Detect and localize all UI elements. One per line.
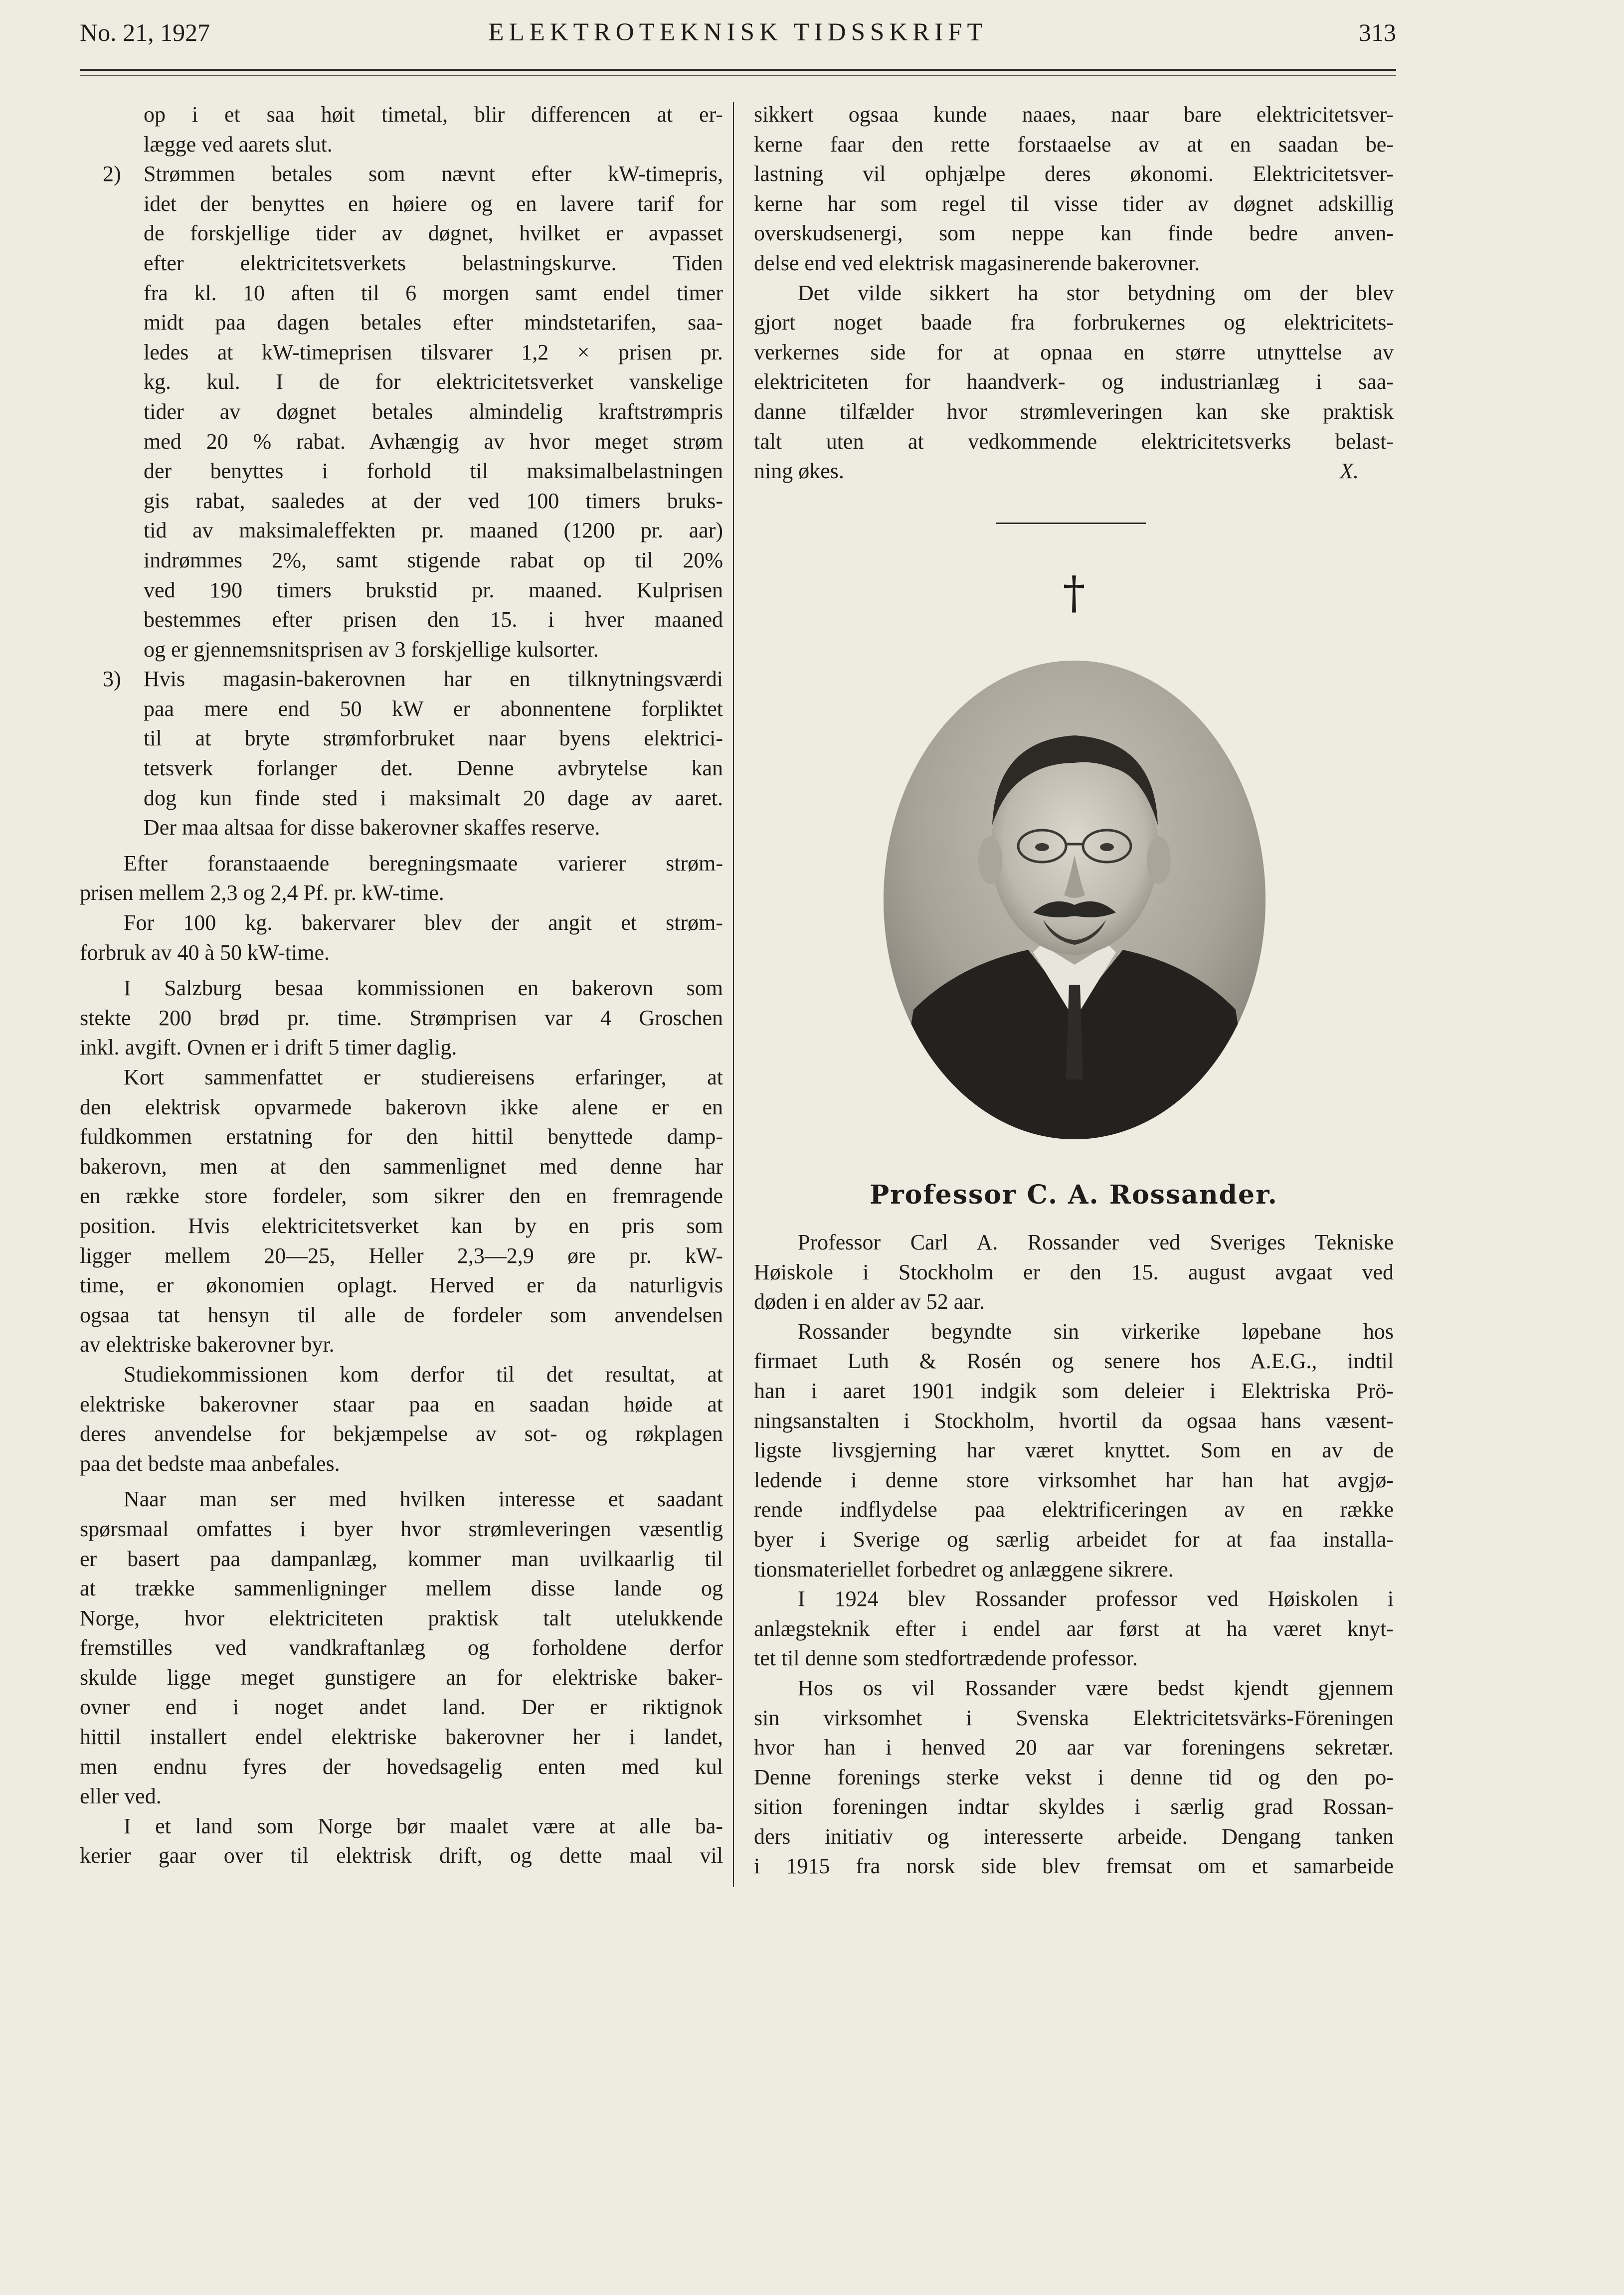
text-line: Høiskole i Stockholm er den 15. august avgaat ved: [754, 1259, 1394, 1284]
text-line: fremstilles ved vandkraftanlæg og forholdene derfor: [80, 1635, 723, 1660]
text-line: skulde ligge meget gunstigere an for elektriske baker-: [80, 1665, 723, 1690]
text-line: deres anvendelse for bekjæmpelse av sot- og røkplagen: [80, 1421, 723, 1446]
paragraph: [80, 908, 723, 967]
text-line: en række store fordeler, som sikrer den en fremragende: [80, 1184, 723, 1209]
text-line: I et land som Norge bør maalet være at alle ba-: [124, 1813, 723, 1838]
right-column-top: [754, 100, 1394, 486]
text-line: idet der benyttes en høiere og en lavere tarif for: [144, 191, 723, 216]
text-line: prisen mellem 2,3 og 2,4 Pf. pr. kW-time.: [80, 881, 444, 905]
text-line: ogsaa tat hensyn til alle de fordeler som anvendelsen: [80, 1302, 723, 1327]
paragraph: [80, 1811, 723, 1871]
text-line: talt uten at vedkommende elektricitetsverks belast-: [754, 429, 1394, 454]
text-line: der benyttes i forhold til maksimalbelastningen: [144, 459, 723, 484]
text-line: at trække sammenligninger mellem disse lande og: [80, 1576, 723, 1601]
text-line: rende indflydelse paa elektrificeringen av en række: [754, 1497, 1394, 1522]
author-signature: X.: [1340, 459, 1359, 484]
text-line: Hos os vil Rossander være bedst kjendt gjennem: [798, 1675, 1394, 1700]
text-line: sikkert ogsaa kunde naaes, naar bare elektricitetsver-: [754, 102, 1394, 127]
text-line: ledende i denne store virksomhet har han hat avgjø-: [754, 1467, 1394, 1492]
paragraph: [754, 278, 1394, 486]
text-line: til at bryte strømforbruket naar byens elektrici-: [144, 726, 723, 751]
text-line: tionsmateriellet forbedret og anlæggene sikrere.: [754, 1557, 1174, 1582]
text-line: delse end ved elektrisk magasinerende bakerovner.: [754, 250, 1200, 275]
text-line: hittil installert endel elektriske bakerovner her i landet,: [80, 1725, 723, 1750]
header-rule-thin: [80, 75, 1396, 76]
text-line: tid av maksimaleffekten pr. maaned (1200 pr. aar): [144, 518, 723, 543]
text-line: I Salzburg besaa kommissionen en bakerovn som: [124, 976, 723, 1001]
paragraph: [80, 973, 723, 1062]
text-line: position. Hvis elektricitetsverket kan by en pris som: [80, 1213, 723, 1238]
text-line: elektriciteten for haandverk- og industrianlæg i saa-: [754, 369, 1394, 394]
text-line: hvor han i henved 20 aar var foreningens sekretær.: [754, 1735, 1394, 1760]
text-line: ders initiativ og interesserte arbeide. Dengang tanken: [754, 1824, 1394, 1849]
paragraph: [80, 1062, 723, 1360]
text-line: med 20 % rabat. Avhængig av hvor meget strøm: [144, 429, 723, 454]
text-line: gjort noget baade fra forbrukernes og elektricitets-: [754, 310, 1394, 335]
text-line: Studiekommissionen kom derfor til det resultat, at: [124, 1362, 723, 1387]
text-line: eller ved.: [80, 1784, 162, 1809]
text-line: indrømmes 2%, samt stigende rabat op til 20%: [144, 547, 723, 572]
text-line: efter elektricitetsverkets belastningskurve. Tiden: [144, 250, 723, 275]
text-line: er basert paa dampanlæg, kommer man uvilkaarlig til: [80, 1546, 723, 1571]
text-line: stekte 200 brød pr. time. Strømprisen var 4 Groschen: [80, 1005, 723, 1030]
text-line: Der maa altsaa for disse bakerovner skaffes reserve.: [144, 815, 600, 840]
text-line: av elektriske bakerovner byr.: [80, 1332, 335, 1357]
page-number: 313: [1359, 18, 1396, 46]
text-line: gis rabat, saaledes at der ved 100 timers bruks-: [144, 488, 723, 513]
text-line: elektriske bakerovner staar paa en saadan høide at: [80, 1392, 723, 1416]
text-line: inkl. avgift. Ovnen er i drift 5 timer daglig.: [80, 1035, 457, 1060]
portrait-photo: [884, 661, 1265, 1139]
paragraph: [754, 100, 1394, 278]
text-line: tet til denne som stedfortrædende professor.: [754, 1646, 1138, 1671]
text-line: spørsmaal omfattes i byer hvor strømleveringen væsentlig: [80, 1516, 723, 1541]
text-line: paa det bedste maa anbefales.: [80, 1451, 340, 1476]
text-line: forbruk av 40 à 50 kW-time.: [80, 940, 330, 965]
obituary-title: Professor C. A. Rossander.: [870, 1180, 1278, 1210]
section-divider: [996, 523, 1146, 524]
right-column-obituary: [754, 1228, 1394, 1881]
text-line: i 1915 fra norsk side blev fremsat om et samarbeide: [754, 1854, 1394, 1879]
text-line: lastning vil ophjælpe deres økonomi. Elektricitetsver-: [754, 162, 1394, 186]
text-line: den elektrisk opvarmede bakerovn ikke alene er en: [80, 1094, 723, 1119]
text-line: fuldkommen erstatning for den hittil benyttede damp-: [80, 1124, 723, 1149]
text-fragment: ning økes.: [754, 459, 844, 484]
text-line: sition foreningen indtar skyldes i særlig grad Rossan-: [754, 1794, 1394, 1819]
text-line: Denne forenings sterke vekst i denne tid og den po-: [754, 1765, 1394, 1789]
text-line: men endnu fyres der hovedsagelig enten med kul: [80, 1754, 723, 1779]
text-line: [754, 456, 1394, 486]
text-line: Efter foranstaaende beregningsmaate varierer strøm-: [124, 851, 723, 876]
text-line: bakerovn, men at den sammenlignet med denne har: [80, 1154, 723, 1179]
text-line: danne tilfælder hvor strømleveringen kan ske praktisk: [754, 399, 1394, 424]
text-line: kerne faar den rette forstaaelse av at en saadan be-: [754, 132, 1394, 157]
paragraph: [80, 1360, 723, 1478]
text-line: byer i Sverige og særlig arbeidet for at faa installa-: [754, 1527, 1394, 1552]
text-line: Hvis magasin-bakerovnen har en tilknytningsværdi: [144, 667, 723, 692]
text-line: For 100 kg. bakervarer blev der angit et strøm-: [124, 910, 723, 935]
text-line: lægge ved aarets slut.: [144, 132, 333, 157]
text-line: paa mere end 50 kW er abonnentene forpliktet: [144, 696, 723, 721]
list-number: 2): [103, 162, 121, 186]
text-line: kg. kul. I de for elektricitetsverket vanskelige: [144, 369, 723, 394]
paragraph: [754, 1584, 1394, 1673]
text-line: ningsanstalten i Stockholm, hvortil da ogsaa hans væsent-: [754, 1408, 1394, 1433]
text-line: overskudsenergi, som neppe kan finde bedre anven-: [754, 221, 1394, 246]
text-line: ligger mellem 20—25, Heller 2,3—2,9 øre pr. kW-: [80, 1243, 723, 1268]
text-line: de forskjellige tider av døgnet, hvilket er avpasset: [144, 221, 723, 246]
text-line: time, er økonomien oplagt. Herved er da naturligvis: [80, 1273, 723, 1298]
column-divider: [733, 102, 734, 1887]
text-line: midt paa dagen betales efter mindstetarifen, saa-: [144, 310, 723, 335]
text-line: Strømmen betales som nævnt efter kW-timepris,: [144, 162, 723, 186]
paragraph: [754, 1673, 1394, 1881]
text-line: han i aaret 1901 indgik som deleier i Elektriska Prö-: [754, 1378, 1394, 1403]
text-line: kerier gaar over til elektrisk drift, og dette maal vil: [80, 1843, 723, 1868]
text-line: Professor Carl A. Rossander ved Sveriges Tekniske: [798, 1230, 1394, 1254]
list-number: 3): [103, 667, 121, 692]
text-line: Det vilde sikkert ha stor betydning om der blev: [798, 280, 1394, 305]
paragraph: [754, 1228, 1394, 1317]
text-line: tetsverk forlanger det. Denne avbrytelse kan: [144, 756, 723, 781]
paragraph: [754, 1317, 1394, 1584]
continuation-text: [80, 100, 723, 159]
text-line: og er gjennemsnitsprisen av 3 forskjellige kulsorter.: [144, 637, 599, 662]
text-line: ovner end i noget andet land. Der er riktignok: [80, 1695, 723, 1720]
paragraph: [80, 849, 723, 908]
text-line: Kort sammenfattet er studiereisens erfaringer, at: [124, 1065, 723, 1089]
text-line: Naar man ser med hvilken interesse et saadant: [124, 1487, 723, 1512]
text-line: ved 190 timers brukstid pr. maaned. Kulprisen: [144, 577, 723, 602]
text-line: anlægsteknik efter i endel aar først at ha været knyt-: [754, 1616, 1394, 1641]
text-line: firmaet Luth & Rosén og senere hos A.E.G., indtil: [754, 1349, 1394, 1374]
text-line: Norge, hvor elektriciteten praktisk talt utelukkende: [80, 1605, 723, 1630]
text-line: døden i en alder av 52 aar.: [754, 1289, 985, 1314]
text-line: Rossander begyndte sin virkerike løpebane hos: [798, 1319, 1394, 1344]
text-line: I 1924 blev Rossander professor ved Høiskolen i: [798, 1587, 1394, 1611]
text-line: bestemmes efter prisen den 15. i hver maaned: [144, 607, 723, 632]
list-item-2: [80, 159, 723, 664]
text-line: ledes at kW-timeprisen tilsvarer 1,2 × prisen pr.: [144, 340, 723, 364]
journal-title: ELEKTROTEKNISK TIDSSKRIFT: [488, 18, 988, 46]
text-line: ligste livsgjerning har været knyttet. Som en av de: [754, 1438, 1394, 1463]
text-line: sin virksomhet i Svenska Elektricitetsvärks-Föreningen: [754, 1705, 1394, 1730]
issue-number: No. 21, 1927: [80, 18, 210, 46]
running-header: [80, 18, 1396, 53]
text-line: op i et saa høit timetal, blir differencen at er-: [144, 102, 723, 127]
text-line: tider av døgnet betales almindelig kraftstrømpris: [144, 399, 723, 424]
text-line: kerne har som regel til visse tider av døgnet adskillig: [754, 191, 1394, 216]
death-cross-icon: †: [1063, 567, 1085, 619]
text-line: fra kl. 10 aften til 6 morgen samt endel timer: [144, 280, 723, 305]
header-rule-thick: [80, 69, 1396, 71]
paragraph: [80, 1484, 723, 1811]
left-column: [80, 100, 723, 1871]
text-line: verkernes side for at opnaa en større utnyttelse av: [754, 340, 1394, 364]
text-line: dog kun finde sted i maksimalt 20 dage av aaret.: [144, 785, 723, 810]
list-item-3: [80, 664, 723, 843]
